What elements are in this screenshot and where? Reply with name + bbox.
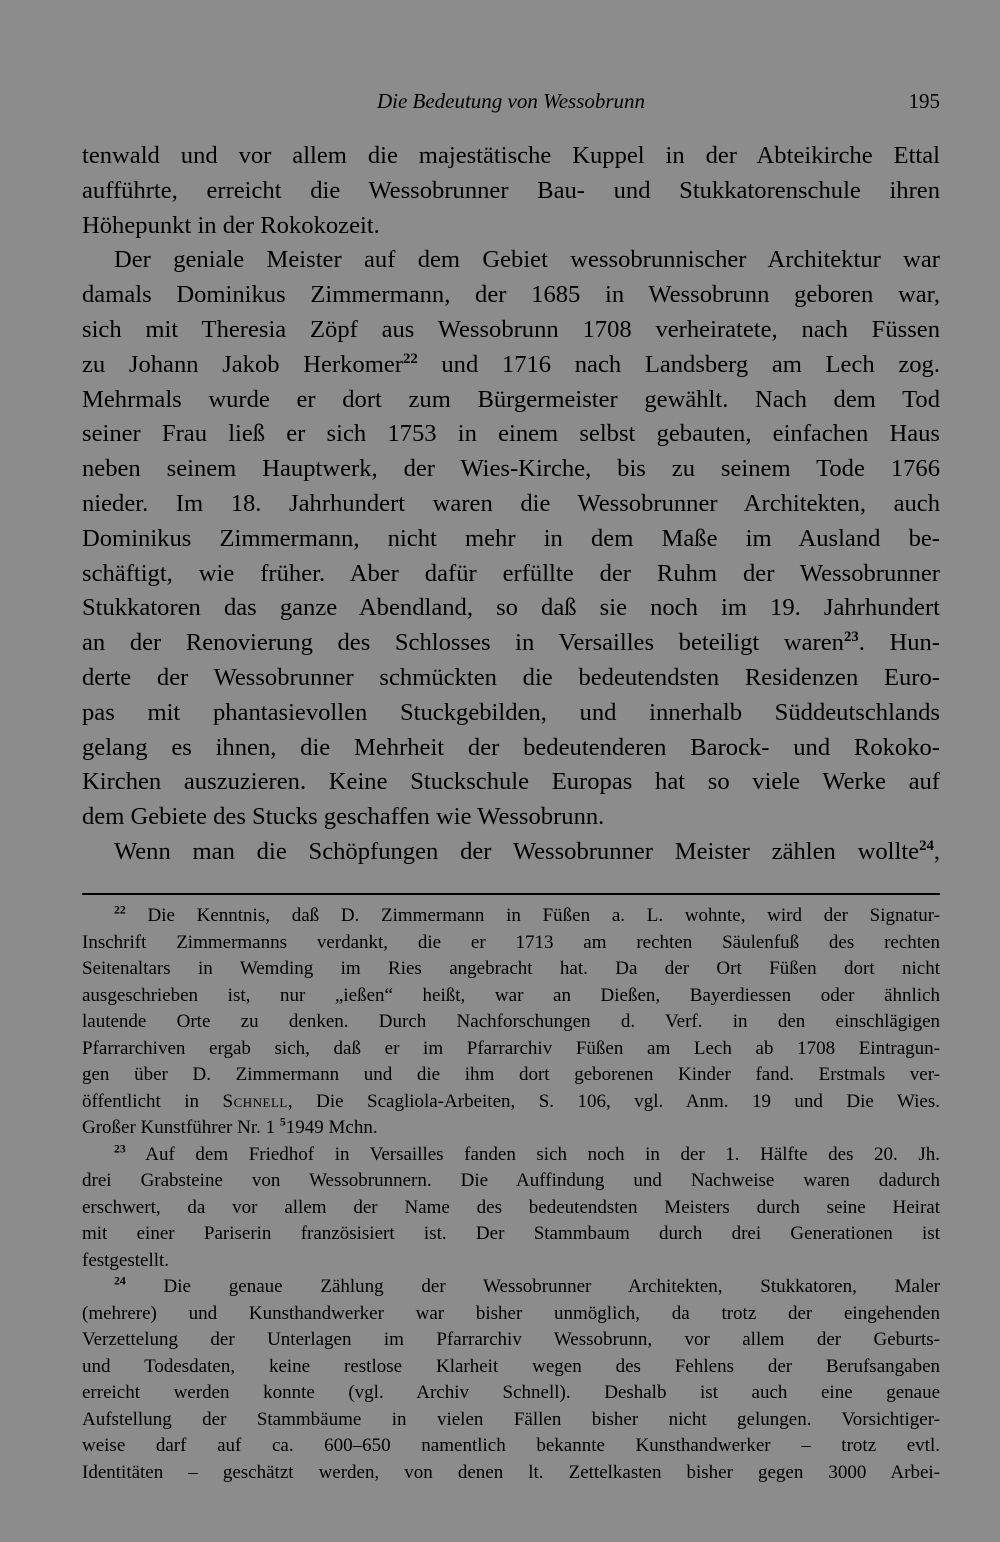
running-title: Die Bedeutung von Wessobrunn bbox=[376, 89, 646, 113]
text-line: Wenn man die Schöpfungen der Wessobrunner Meister zählen wollte$^{24}$, bbox=[114, 837, 940, 865]
footnotes bbox=[82, 903, 940, 1486]
text-line: schäftigt, wie früher. Aber dafür erfüllte der Ruhm der Wessobrunner bbox=[82, 559, 940, 587]
footnote-line: öffentlicht in Schnell, Die Scagliola-Arbeiten, S. 106, vgl. Anm. 19 und Die Wies. bbox=[82, 1090, 940, 1112]
footnote-line: $^{24}$ Die genaue Zählung der Wessobrunner Architekten, Stukkatoren, Maler bbox=[114, 1274, 940, 1297]
page-header bbox=[82, 86, 940, 116]
footnote-line: mit einer Pariserin französisiert ist. Der Stammbaum durch drei Generationen ist bbox=[82, 1223, 940, 1244]
footnote-ref-23: 23 bbox=[843, 628, 859, 645]
footnote-ref-24: 24 bbox=[919, 837, 934, 854]
footnote-line: erreicht werden konnte (vgl. Archiv Schnell). Deshalb ist auch eine genaue bbox=[82, 1382, 940, 1403]
edition-superscript: 5 bbox=[279, 1115, 286, 1129]
footnote-line: Seitenaltars in Wemding im Ries angebracht hat. Da der Ort Füßen dort nicht bbox=[82, 958, 940, 979]
footnote-line: (mehrere) und Kunsthandwerker war bisher unmöglich, da trotz der eingehenden bbox=[82, 1302, 940, 1324]
footnote-line: lautende Orte zu denken. Durch Nachforschungen d. Verf. in den einschlägigen bbox=[82, 1011, 940, 1032]
footnote-line: und Todesdaten, keine restlose Klarheit wegen des Fehlens der Berufsangaben bbox=[82, 1355, 940, 1377]
footnote-marker-23: 23 bbox=[114, 1142, 126, 1156]
footnote-line: $^{23}$ Auf dem Friedhof in Versailles fanden sich noch in der 1. Hälfte des 20. Jh. bbox=[114, 1142, 940, 1165]
text-line: Dominikus Zimmermann, nicht mehr in dem Maße im Ausland be- bbox=[82, 524, 940, 552]
footnote-line: ausgeschrieben ist, nur „ießen“ heißt, war an Dießen, Bayerdiessen oder ähnlich bbox=[82, 984, 940, 1006]
footnote-line: Inschrift Zimmermanns verdankt, die er 1713 am rechten Säulenfuß des rechten bbox=[82, 931, 940, 953]
text-line: pas mit phantasievollen Stuckgebilden, und innerhalb Süddeutschlands bbox=[82, 698, 940, 726]
text-line: tenwald und vor allem die majestätische Kuppel in der Abteikirche Ettal bbox=[82, 142, 940, 169]
text-line: nieder. Im 18. Jahrhundert waren die Wessobrunner Architekten, auch bbox=[82, 489, 940, 517]
footnote-line: erschwert, da vor allem der Name des bedeutendsten Meisters durch seine Heirat bbox=[82, 1196, 940, 1218]
text-line: Stukkatoren das ganze Abendland, so daß sie noch im 19. Jahrhundert bbox=[82, 594, 940, 622]
footnote-ref-22: 22 bbox=[402, 350, 418, 367]
text-line: gelang es ihnen, die Mehrheit der bedeutenderen Barock- und Rokoko- bbox=[82, 733, 940, 761]
text-line: Der geniale Meister auf dem Gebiet wessobrunnischer Architektur war bbox=[114, 246, 940, 274]
text-line: an der Renovierung des Schlosses in Versailles beteiligt waren$^{23}$. Hun- bbox=[82, 628, 940, 657]
text-line: neben seinem Hauptwerk, der Wies-Kirche, bis zu seinem Tode 1766 bbox=[82, 455, 940, 483]
main-text bbox=[82, 139, 940, 870]
footnote-line: Identitäten – geschätzt werden, von denen lt. Zettelkasten bisher gegen 3000 Arbei- bbox=[82, 1461, 940, 1483]
footnote-marker-24: 24 bbox=[114, 1274, 126, 1288]
text-line: zu Johann Jakob Herkomer$^{22}$ und 1716 nach Landsberg am Lech zog. bbox=[82, 350, 940, 378]
text-line: seiner Frau ließ er sich 1753 in einem selbst gebauten, einfachen Haus bbox=[82, 420, 940, 448]
footnote-line: Pfarrarchiven ergab sich, daß er im Pfarrarchiv Füßen am Lech ab 1708 Eintragun- bbox=[82, 1037, 940, 1059]
footnote-line: gen über D. Zimmermann und die ihm dort geborenen Kinder fand. Erstmals ver- bbox=[82, 1064, 940, 1085]
footnote-line: Aufstellung der Stammbäume in vielen Fällen bisher nicht gelungen. Vorsichtiger- bbox=[82, 1408, 940, 1430]
footnote-line: Großer Kunstführer Nr. 1 $^5$1949 Mchn. bbox=[82, 1115, 378, 1138]
footnote-line: drei Grabsteine von Wessobrunnern. Die Auffindung und Nachweise waren dadurch bbox=[82, 1170, 940, 1191]
text-line: Kirchen auszuzieren. Keine Stuckschule Europas hat so viele Werke auf bbox=[82, 768, 940, 796]
text-line: Mehrmals wurde er dort zum Bürgermeister gewählt. Nach dem Tod bbox=[82, 385, 940, 413]
footnote-divider bbox=[82, 893, 940, 895]
text-line: dem Gebiete des Stucks geschaffen wie Wessobrunn. bbox=[82, 803, 605, 831]
text-line: damals Dominikus Zimmermann, der 1685 in Wessobrunn geboren war, bbox=[82, 281, 940, 309]
footnote-marker-22: 22 bbox=[114, 903, 126, 917]
page-number: 195 bbox=[908, 89, 940, 113]
footnote-line: $^{22}$ Die Kenntnis, daß D. Zimmermann in Füßen a. L. wohnte, wird der Signatur- bbox=[114, 903, 941, 926]
text-line: sich mit Theresia Zöpf aus Wessobrunn 1708 verheiratete, nach Füssen bbox=[82, 315, 940, 343]
text-line: Höhepunkt in der Rokokozeit. bbox=[82, 211, 380, 239]
author-name: Schnell bbox=[222, 1090, 288, 1112]
footnote-line: weise darf auf ca. 600–650 namentlich bekannte Kunsthandwerker – trotz evtl. bbox=[82, 1435, 940, 1456]
footnote-line: festgestellt. bbox=[82, 1249, 170, 1271]
text-line: derte der Wessobrunner schmückten die bedeutendsten Residenzen Euro- bbox=[82, 663, 940, 691]
footnote-line: Verzettelung der Unterlagen im Pfarrarchiv Wessobrunn, vor allem der Geburts- bbox=[82, 1329, 940, 1350]
text-line: aufführte, erreicht die Wessobrunner Bau- und Stukkatorenschule ihren bbox=[82, 176, 940, 204]
